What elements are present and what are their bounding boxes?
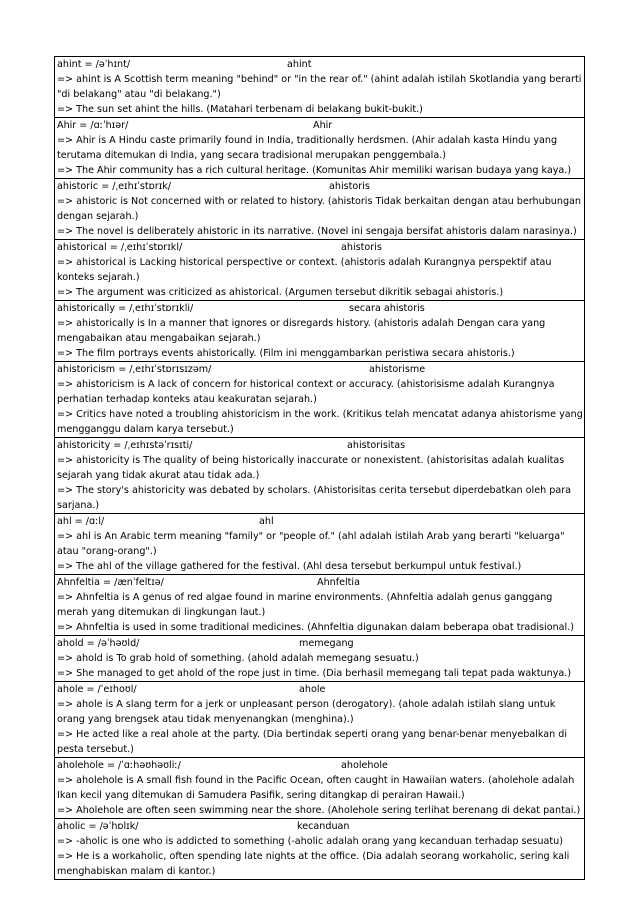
dictionary-entry xyxy=(55,819,584,879)
dictionary-entry xyxy=(55,362,584,438)
entry-header xyxy=(55,57,584,72)
translation: ahole xyxy=(299,684,326,695)
translation: Ahnfeltia xyxy=(317,577,360,588)
dictionary-entry xyxy=(55,179,584,240)
example-sentence: => The Ahir community has a rich cultural heritage. (Komunitas Ahir memiliki warisan budaya yang kaya.) xyxy=(57,165,572,176)
definition: => aholehole is A small fish found in the Pacific Ocean, often caught in Hawaiian waters. (aholehole adalah Ikan kecil yang ditemukan di Samudera Pasifik, sering ditangkap di perairan Hawaii.) xyxy=(57,775,575,801)
definition: => ahistorically is In a manner that ignores or disregards history. (ahistoris adalah Dengan cara yang mengabaikan atau mengabaikan sejarah.) xyxy=(57,318,546,344)
example-sentence: => The novel is deliberately ahistoric in its narrative. (Novel ini sengaja bersifat ahistoris dalam narasinya.) xyxy=(57,226,577,237)
dictionary-entry xyxy=(55,301,584,362)
translation: secara ahistoris xyxy=(349,303,425,314)
headword: ahint = /əˈhɪnt/ xyxy=(57,59,131,70)
translation: ahistoris xyxy=(341,242,382,253)
dictionary-entry xyxy=(55,636,584,682)
example-sentence: => The sun set ahint the hills. (Matahari terbenam di belakang bukit-bukit.) xyxy=(57,104,423,115)
example-sentence: => He is a workaholic, often spending late nights at the office. (Dia adalah seorang workaholic, sering kali menghabiskan malam di kantor.) xyxy=(57,851,570,877)
dictionary-entry xyxy=(55,575,584,636)
entry-header xyxy=(55,240,584,255)
entry-header xyxy=(55,682,584,697)
entry-header xyxy=(55,438,584,453)
example-sentence: => Ahnfeltia is used in some traditional medicines. (Ahnfeltia digunakan dalam beberapa obat tradisional.) xyxy=(57,622,575,633)
dictionary-entry xyxy=(55,57,584,118)
dictionary-entry xyxy=(55,438,584,514)
translation: ahistorisitas xyxy=(347,440,406,451)
example-sentence: => Aholehole are often seen swimming near the shore. (Aholehole sering terlihat berenang di dekat pantai.) xyxy=(57,805,581,816)
translation: ahistoris xyxy=(329,181,370,192)
definition: => Ahir is A Hindu caste primarily found in India, traditionally herdsmen. (Ahir adalah kasta Hindu yang terutama ditemukan di India, yang secara tradisional merupakan penggembala.) xyxy=(57,135,558,161)
definition: => ahint is A Scottish term meaning "behind" or "in the rear of." (ahint adalah istilah Skotlandia yang berarti "di belakang" atau "di belakang.") xyxy=(57,74,582,100)
dictionary-entry xyxy=(55,240,584,301)
headword: ahistoricity = /ˌeɪhɪstəˈrɪsɪti/ xyxy=(57,440,193,451)
definition: => Ahnfeltia is A genus of red algae found in marine environments. (Ahnfeltia adalah genus ganggang merah yang ditemukan di lingkungan laut.) xyxy=(57,592,553,618)
translation: ahl xyxy=(259,516,274,527)
example-sentence: => The story's ahistoricity was debated by scholars. (Ahistorisitas cerita tersebut diperdebatkan oleh para sarjana.) xyxy=(57,485,572,511)
headword: Ahir = /ɑːˈhɪər/ xyxy=(57,120,129,131)
translation: memegang xyxy=(299,638,354,649)
example-sentence: => She managed to get ahold of the rope just in time. (Dia berhasil memegang tali tepat pada waktunya.) xyxy=(57,668,572,679)
definition: => ahistoric is Not concerned with or related to history. (ahistoris Tidak berkaitan dengan atau berhubungan dengan sejarah.) xyxy=(57,196,581,222)
headword: ahistorically = /ˌeɪhɪˈstɒrɪkli/ xyxy=(57,303,194,314)
entry-header xyxy=(55,575,584,590)
definition: => ahistoricity is The quality of being historically inaccurate or nonexistent. (ahistorisitas adalah kualitas sejarah yang tidak akurat atau tidak ada.) xyxy=(57,455,565,481)
headword: ahl = /ɑːl/ xyxy=(57,516,105,527)
example-sentence: => Critics have noted a troubling ahistoricism in the work. (Kritikus telah mencatat adanya ahistorisme yang mengganggu dalam karya tersebut.) xyxy=(57,409,583,435)
example-sentence: => The film portrays events ahistorically. (Film ini menggambarkan peristiwa secara ahistoris.) xyxy=(57,348,515,359)
translation: ahistorisme xyxy=(369,364,426,375)
definition: => -aholic is one who is addicted to something (-aholic adalah orang yang kecanduan terhadap sesuatu) xyxy=(57,836,563,847)
entry-header xyxy=(55,179,584,194)
dictionary-entry xyxy=(55,758,584,819)
translation: aholehole xyxy=(341,760,388,771)
dictionary-table xyxy=(54,56,585,880)
headword: ahistoric = /ˌeɪhɪˈstɒrɪk/ xyxy=(57,181,172,192)
entry-header xyxy=(55,758,584,773)
headword: ahole = /ˈeɪhoʊl/ xyxy=(57,684,137,695)
translation: ahint xyxy=(287,59,312,70)
dictionary-entry xyxy=(55,682,584,758)
translation: kecanduan xyxy=(297,821,350,832)
definition: => ahistorical is Lacking historical perspective or context. (ahistoris adalah Kurangnya perspektif atau konteks sejarah.) xyxy=(57,257,552,283)
headword: ahistoricism = /ˌeɪhɪˈstɒrɪsɪzəm/ xyxy=(57,364,212,375)
entry-header xyxy=(55,514,584,529)
translation: Ahir xyxy=(313,120,333,131)
headword: aholic = /əˈhɒlɪk/ xyxy=(57,821,139,832)
entry-header xyxy=(55,118,584,133)
headword: Ahnfeltia = /ænˈfeltɪə/ xyxy=(57,577,164,588)
entry-header xyxy=(55,636,584,651)
definition: => ahold is To grab hold of something. (ahold adalah memegang sesuatu.) xyxy=(57,653,419,664)
definition: => ahistoricism is A lack of concern for historical context or accuracy. (ahistorisisme adalah Kurangnya perhatian terhadap konteks atau keakuratan sejarah.) xyxy=(57,379,555,405)
definition: => ahl is An Arabic term meaning "family" or "people of." (ahl adalah istilah Arab yang berarti "keluarga" atau "orang-orang".) xyxy=(57,531,565,557)
entry-header xyxy=(55,819,584,834)
headword: ahold = /əˈhəʊld/ xyxy=(57,638,140,649)
headword: ahistorical = /ˌeɪhɪˈstɒrɪkl/ xyxy=(57,242,183,253)
dictionary-entry xyxy=(55,118,584,179)
definition: => ahole is A slang term for a jerk or unpleasant person (derogatory). (ahole adalah istilah slang untuk orang yang brengsek atau tidak menyenangkan (menghina).) xyxy=(57,699,556,725)
example-sentence: => He acted like a real ahole at the party. (Dia bertindak seperti orang yang benar-benar menyebalkan di pesta tersebut.) xyxy=(57,729,568,755)
headword: aholehole = /ˈɑːhəʊhəʊliː/ xyxy=(57,760,181,771)
entry-header xyxy=(55,362,584,377)
entry-header xyxy=(55,301,584,316)
dictionary-entry xyxy=(55,514,584,575)
example-sentence: => The argument was criticized as ahistorical. (Argumen tersebut dikritik sebagai ahistoris.) xyxy=(57,287,504,298)
example-sentence: => The ahl of the village gathered for the festival. (Ahl desa tersebut berkumpul untuk festival.) xyxy=(57,561,522,572)
